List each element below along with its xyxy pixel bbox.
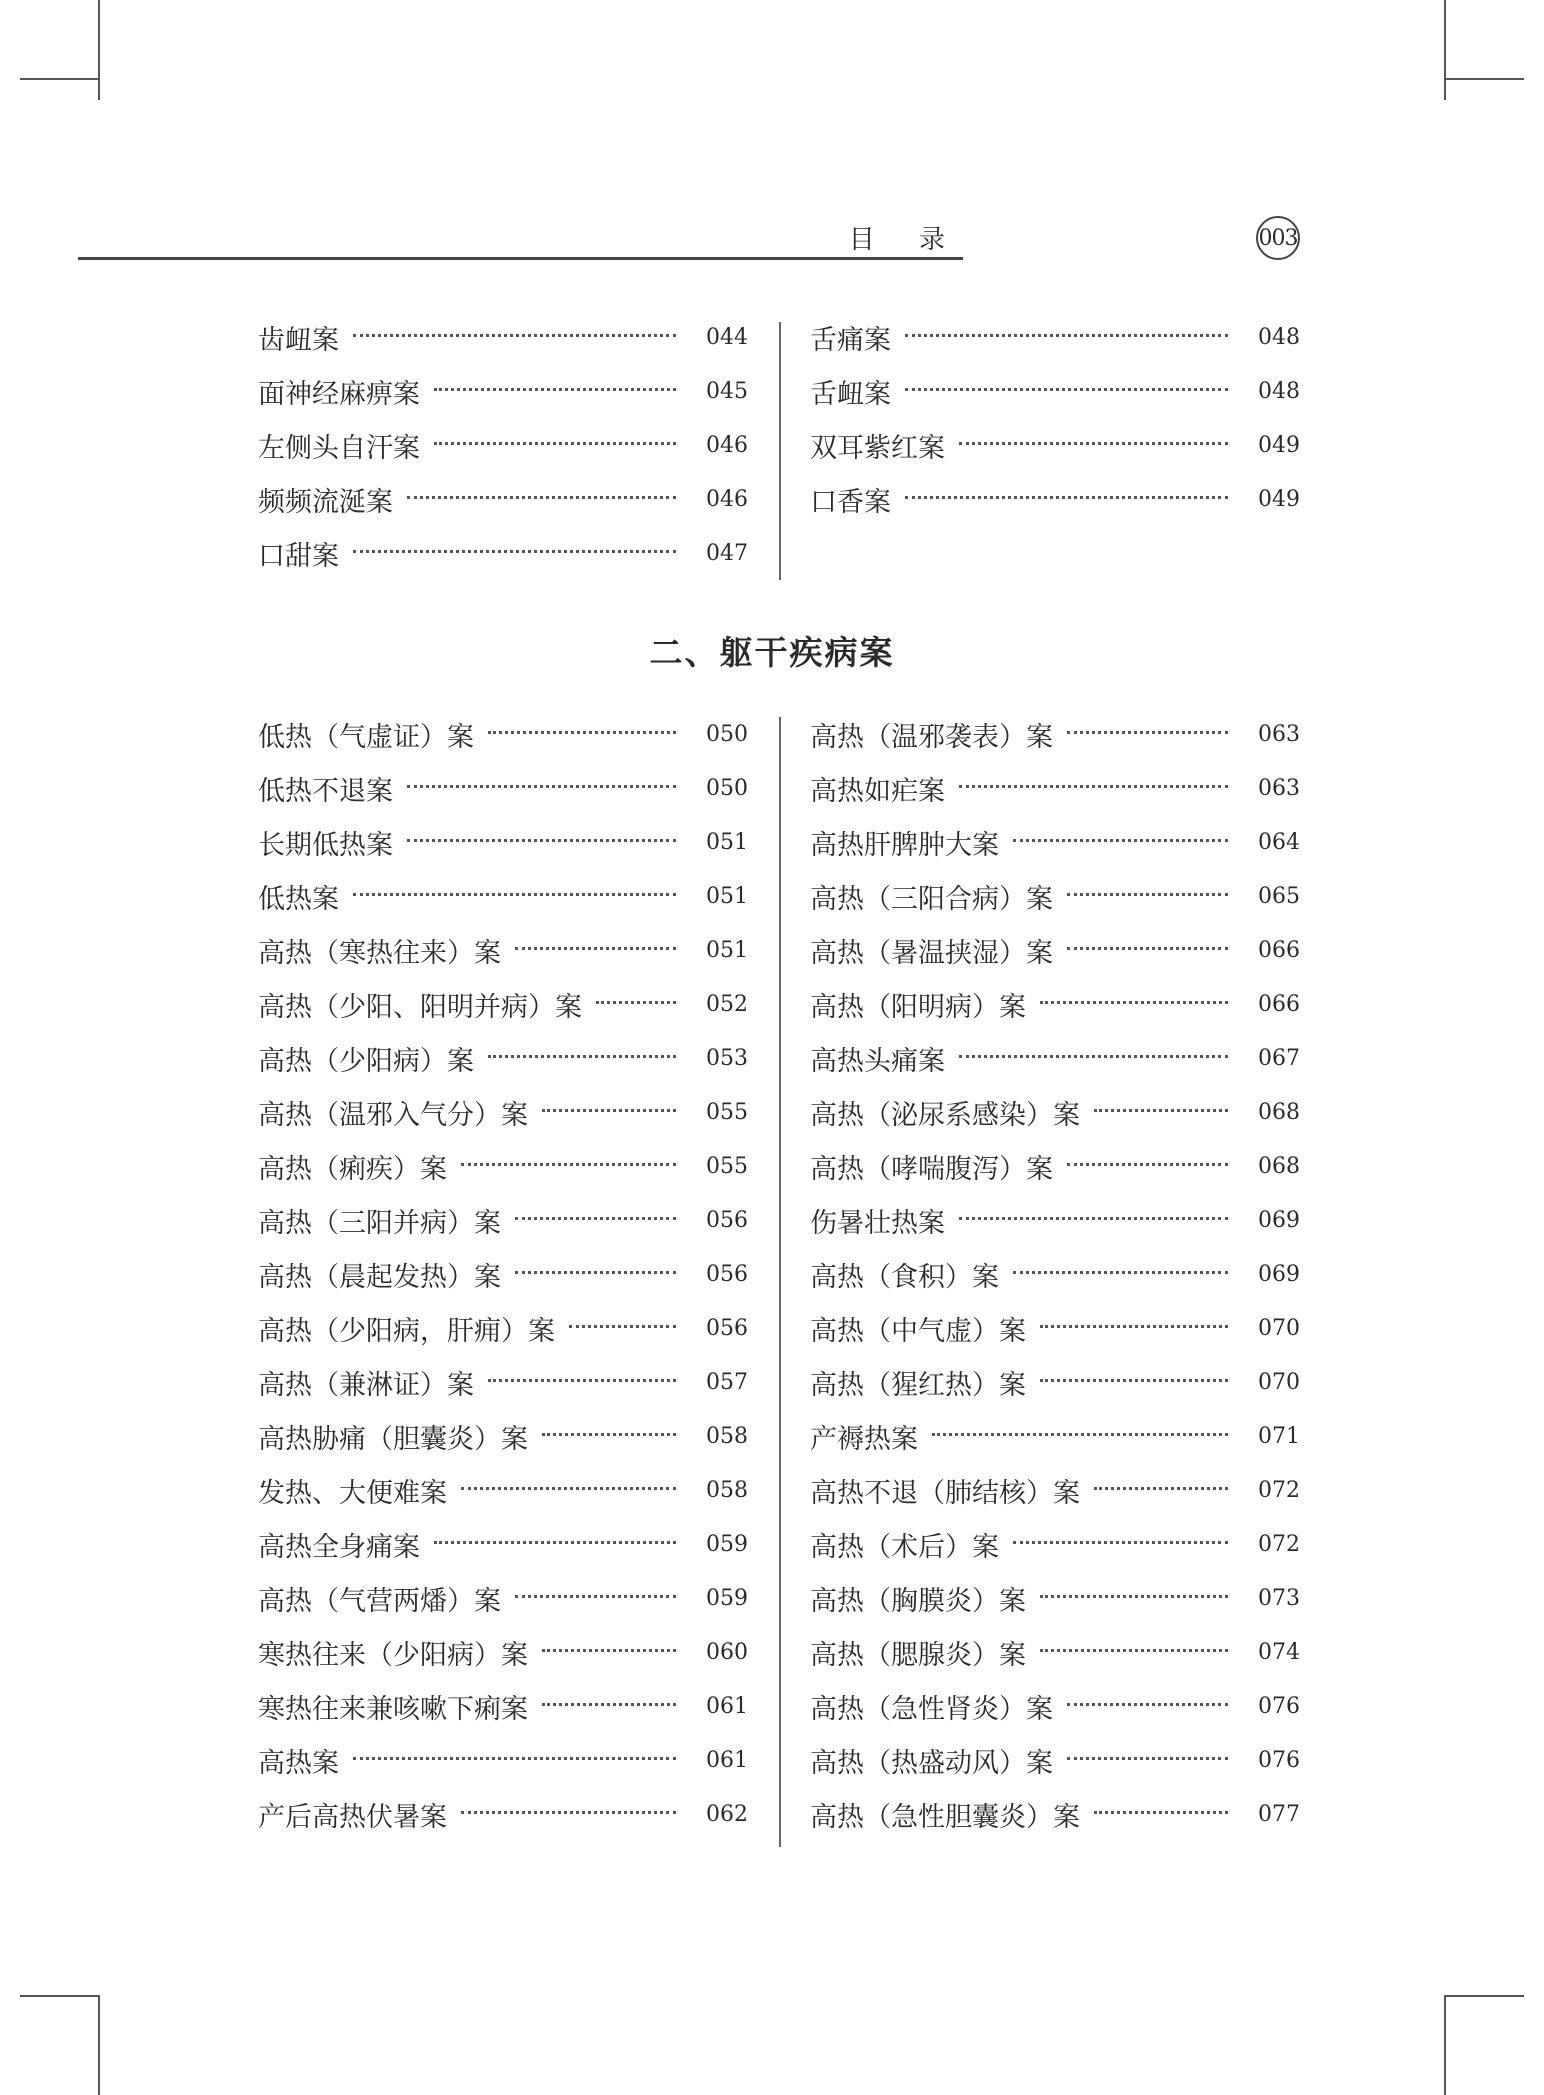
dot-leader [542, 1649, 676, 1652]
toc-entry-title: 高热（中气虚）案 [810, 1315, 1026, 1347]
toc-entry-title: 双耳紫红案 [810, 432, 945, 464]
toc-entry[interactable] [810, 1139, 1300, 1193]
dot-leader [353, 550, 676, 553]
page-number: 003 [1256, 216, 1300, 260]
toc-entry-title: 产后高热伏暑案 [258, 1801, 447, 1833]
toc-entry[interactable] [258, 1679, 748, 1733]
toc-entry-title: 伤暑壮热案 [810, 1207, 945, 1239]
dot-leader [407, 496, 676, 499]
toc-entry-page: 050 [706, 775, 748, 801]
dot-leader [542, 1703, 676, 1706]
toc-entry[interactable] [258, 1733, 748, 1787]
toc-entry-page: 055 [706, 1153, 748, 1179]
dot-leader [1094, 1811, 1228, 1814]
dot-leader [488, 731, 676, 734]
dot-leader [1013, 1271, 1228, 1274]
dot-leader [434, 442, 676, 445]
dot-leader [434, 388, 676, 391]
toc-entry-title: 高热（泌尿系感染）案 [810, 1099, 1080, 1131]
toc-block-bottom [258, 707, 1298, 1841]
toc-entry-title: 高热（阳明病）案 [810, 991, 1026, 1023]
toc-entry-page: 048 [1258, 324, 1300, 350]
dot-leader [353, 334, 676, 337]
toc-entry-page: 049 [1258, 486, 1300, 512]
crop-mark [98, 0, 100, 100]
dot-leader [1040, 1649, 1228, 1652]
toc-column-right [810, 310, 1300, 526]
toc-entry-page: 051 [706, 937, 748, 963]
toc-entry-page: 053 [706, 1045, 748, 1071]
toc-column-left [258, 707, 748, 1841]
toc-entry-title: 高热（热盛动风）案 [810, 1747, 1053, 1779]
crop-mark [98, 1995, 100, 2095]
toc-entry-title: 高热（晨起发热）案 [258, 1261, 501, 1293]
toc-entry-page: 057 [706, 1369, 748, 1395]
toc-entry-title: 高热全身痛案 [258, 1531, 420, 1563]
toc-entry[interactable] [810, 869, 1300, 923]
toc-entry-page: 063 [1258, 721, 1300, 747]
toc-entry[interactable] [258, 1193, 748, 1247]
dot-leader [1067, 947, 1228, 950]
toc-entry-page: 059 [706, 1585, 748, 1611]
dot-leader [1013, 839, 1228, 842]
toc-entry[interactable] [810, 1193, 1300, 1247]
toc-entry-title: 齿衄案 [258, 324, 339, 356]
dot-leader [1094, 1109, 1228, 1112]
dot-leader [488, 1055, 676, 1058]
toc-entry-page: 059 [706, 1531, 748, 1557]
toc-entry-title: 高热案 [258, 1747, 339, 1779]
dot-leader [932, 1433, 1228, 1436]
toc-entry-title: 高热头痛案 [810, 1045, 945, 1077]
toc-entry[interactable] [810, 1085, 1300, 1139]
dot-leader [515, 1217, 676, 1220]
toc-entry-title: 舌痛案 [810, 324, 891, 356]
crop-mark [20, 78, 100, 80]
crop-mark [20, 1995, 100, 1997]
toc-entry-page: 060 [706, 1639, 748, 1665]
toc-entry-page: 072 [1258, 1531, 1300, 1557]
toc-entry[interactable] [810, 364, 1300, 418]
toc-entry-page: 065 [1258, 883, 1300, 909]
column-divider [779, 717, 781, 1847]
toc-entry-page: 067 [1258, 1045, 1300, 1071]
toc-entry-page: 072 [1258, 1477, 1300, 1503]
toc-entry[interactable] [258, 472, 748, 526]
toc-entry-title: 高热（猩红热）案 [810, 1369, 1026, 1401]
toc-entry[interactable] [258, 1247, 748, 1301]
toc-entry-title: 高热（少阳病）案 [258, 1045, 474, 1077]
toc-entry-title: 高热（温邪袭表）案 [810, 721, 1053, 753]
toc-entry-page: 049 [1258, 432, 1300, 458]
dot-leader [353, 1757, 676, 1760]
toc-entry[interactable] [258, 1463, 748, 1517]
toc-entry-page: 070 [1258, 1315, 1300, 1341]
toc-entry[interactable] [810, 1571, 1300, 1625]
toc-entry-page: 056 [706, 1207, 748, 1233]
toc-entry-page: 066 [1258, 991, 1300, 1017]
toc-entry[interactable] [810, 1625, 1300, 1679]
dot-leader [353, 893, 676, 896]
dot-leader [1067, 1703, 1228, 1706]
toc-entry-page: 046 [706, 486, 748, 512]
toc-entry-title: 高热（三阳合病）案 [810, 883, 1053, 915]
toc-entry-title: 高热（少阳病，肝痈）案 [258, 1315, 555, 1347]
toc-entry-page: 058 [706, 1477, 748, 1503]
toc-block-top [258, 310, 1298, 580]
toc-entry[interactable] [258, 364, 748, 418]
toc-entry[interactable] [258, 869, 748, 923]
toc-entry-title: 高热如疟案 [810, 775, 945, 807]
dot-leader [1040, 1325, 1228, 1328]
toc-entry-page: 045 [706, 378, 748, 404]
toc-entry[interactable] [810, 761, 1300, 815]
toc-entry-title: 低热案 [258, 883, 339, 915]
toc-entry-title: 高热（食积）案 [810, 1261, 999, 1293]
dot-leader [407, 785, 676, 788]
toc-entry-title: 左侧头自汗案 [258, 432, 420, 464]
toc-entry[interactable] [810, 418, 1300, 472]
crop-mark [1444, 1995, 1524, 1997]
toc-entry[interactable] [810, 1787, 1300, 1841]
toc-entry-title: 高热（术后）案 [810, 1531, 999, 1563]
toc-column-right [810, 707, 1300, 1841]
dot-leader [407, 839, 676, 842]
crop-mark [1444, 0, 1446, 100]
toc-entry[interactable] [258, 1355, 748, 1409]
dot-leader [1040, 1595, 1228, 1598]
crop-mark [1444, 1995, 1446, 2095]
dot-leader [569, 1325, 676, 1328]
dot-leader [905, 334, 1228, 337]
dot-leader [461, 1163, 676, 1166]
toc-entry[interactable] [810, 310, 1300, 364]
toc-entry[interactable] [810, 472, 1300, 526]
toc-entry-page: 064 [1258, 829, 1300, 855]
dot-leader [515, 1595, 676, 1598]
dot-leader [1094, 1487, 1228, 1490]
toc-entry-title: 高热（痢疾）案 [258, 1153, 447, 1185]
toc-entry-page: 061 [706, 1747, 748, 1773]
toc-entry-page: 052 [706, 991, 748, 1017]
toc-entry-page: 047 [706, 540, 748, 566]
dot-leader [1067, 1163, 1228, 1166]
toc-entry[interactable] [810, 1355, 1300, 1409]
toc-entry-page: 056 [706, 1261, 748, 1287]
toc-entry-page: 076 [1258, 1747, 1300, 1773]
toc-entry-title: 高热（急性胆囊炎）案 [810, 1801, 1080, 1833]
toc-entry[interactable] [810, 1517, 1300, 1571]
toc-entry-title: 高热（暑温挟湿）案 [810, 937, 1053, 969]
toc-entry-title: 高热（兼淋证）案 [258, 1369, 474, 1401]
toc-entry-title: 口甜案 [258, 540, 339, 572]
toc-entry-page: 051 [706, 829, 748, 855]
toc-entry-page: 058 [706, 1423, 748, 1449]
toc-entry[interactable] [258, 1085, 748, 1139]
toc-entry[interactable] [810, 1409, 1300, 1463]
dot-leader [461, 1487, 676, 1490]
toc-entry-title: 高热（温邪入气分）案 [258, 1099, 528, 1131]
toc-entry[interactable] [810, 707, 1300, 761]
header-title: 目 录 [848, 225, 963, 255]
toc-entry-page: 051 [706, 883, 748, 909]
toc-entry-title: 长期低热案 [258, 829, 393, 861]
toc-entry[interactable] [810, 1733, 1300, 1787]
toc-entry[interactable] [258, 1031, 748, 1085]
toc-entry[interactable] [258, 1139, 748, 1193]
toc-entry-page: 070 [1258, 1369, 1300, 1395]
toc-entry-page: 055 [706, 1099, 748, 1125]
dot-leader [434, 1541, 676, 1544]
dot-leader [515, 947, 676, 950]
toc-column-left [258, 310, 748, 580]
toc-entry-page: 068 [1258, 1153, 1300, 1179]
dot-leader [1067, 893, 1228, 896]
toc-entry[interactable] [810, 977, 1300, 1031]
toc-entry-page: 063 [1258, 775, 1300, 801]
toc-entry-title: 高热（急性肾炎）案 [810, 1693, 1053, 1725]
toc-entry[interactable] [810, 1247, 1300, 1301]
toc-entry[interactable] [258, 1409, 748, 1463]
toc-entry-title: 高热（腮腺炎）案 [810, 1639, 1026, 1671]
toc-entry-page: 048 [1258, 378, 1300, 404]
dot-leader [461, 1811, 676, 1814]
toc-entry[interactable] [258, 1517, 748, 1571]
toc-entry-page: 066 [1258, 937, 1300, 963]
dot-leader [959, 442, 1228, 445]
dot-leader [488, 1379, 676, 1382]
toc-entry-page: 062 [706, 1801, 748, 1827]
dot-leader [1067, 1757, 1228, 1760]
header-rule [78, 257, 963, 260]
dot-leader [542, 1433, 676, 1436]
toc-entry-title: 寒热往来（少阳病）案 [258, 1639, 528, 1671]
toc-entry-page: 077 [1258, 1801, 1300, 1827]
toc-entry[interactable] [258, 526, 748, 580]
toc-entry[interactable] [258, 1625, 748, 1679]
toc-entry-page: 044 [706, 324, 748, 350]
toc-entry[interactable] [810, 1301, 1300, 1355]
toc-entry-page: 050 [706, 721, 748, 747]
toc-entry-page: 068 [1258, 1099, 1300, 1125]
toc-entry-title: 发热、大便难案 [258, 1477, 447, 1509]
dot-leader [1040, 1001, 1228, 1004]
crop-mark [1444, 78, 1524, 80]
dot-leader [596, 1001, 676, 1004]
toc-entry-page: 071 [1258, 1423, 1300, 1449]
toc-entry-title: 高热（少阳、阳明并病）案 [258, 991, 582, 1023]
running-header [78, 215, 963, 257]
toc-entry[interactable] [258, 1571, 748, 1625]
toc-entry[interactable] [258, 923, 748, 977]
toc-entry-title: 高热不退（肺结核）案 [810, 1477, 1080, 1509]
toc-entry[interactable] [258, 310, 748, 364]
toc-entry-title: 高热（哮喘腹泻）案 [810, 1153, 1053, 1185]
dot-leader [515, 1271, 676, 1274]
dot-leader [1040, 1379, 1228, 1382]
toc-entry-title: 面神经麻痹案 [258, 378, 420, 410]
toc-entry-title: 高热（寒热往来）案 [258, 937, 501, 969]
toc-entry-title: 高热（三阳并病）案 [258, 1207, 501, 1239]
toc-entry[interactable] [258, 418, 748, 472]
dot-leader [1067, 731, 1228, 734]
toc-entry-page: 076 [1258, 1693, 1300, 1719]
toc-entry-title: 舌衄案 [810, 378, 891, 410]
toc-entry[interactable] [810, 1679, 1300, 1733]
toc-entry-page: 074 [1258, 1639, 1300, 1665]
toc-entry-title: 高热肝脾肿大案 [810, 829, 999, 861]
toc-entry[interactable] [258, 1787, 748, 1841]
toc-entry-page: 073 [1258, 1585, 1300, 1611]
toc-entry-page: 061 [706, 1693, 748, 1719]
toc-entry-page: 069 [1258, 1207, 1300, 1233]
toc-entry-title: 寒热往来兼咳嗽下痢案 [258, 1693, 528, 1725]
toc-entry[interactable] [810, 1463, 1300, 1517]
toc-entry-page: 046 [706, 432, 748, 458]
toc-entry[interactable] [258, 977, 748, 1031]
toc-entry[interactable] [258, 761, 748, 815]
dot-leader [959, 1217, 1228, 1220]
toc-entry-title: 低热不退案 [258, 775, 393, 807]
toc-entry[interactable] [810, 1031, 1300, 1085]
toc-entry[interactable] [810, 815, 1300, 869]
dot-leader [905, 496, 1228, 499]
toc-entry[interactable] [810, 923, 1300, 977]
section-title: 二、躯干疾病案 [649, 633, 895, 672]
toc-entry-title: 高热（气营两燔）案 [258, 1585, 501, 1617]
toc-entry-title: 口香案 [810, 486, 891, 518]
toc-entry[interactable] [258, 1301, 748, 1355]
toc-entry-title: 低热（气虚证）案 [258, 721, 474, 753]
dot-leader [542, 1109, 676, 1112]
column-divider [779, 322, 781, 580]
dot-leader [959, 1055, 1228, 1058]
toc-entry-title: 高热（胸膜炎）案 [810, 1585, 1026, 1617]
dot-leader [1013, 1541, 1228, 1544]
toc-entry-title: 频频流涎案 [258, 486, 393, 518]
toc-entry-page: 056 [706, 1315, 748, 1341]
toc-entry-page: 069 [1258, 1261, 1300, 1287]
toc-entry-title: 高热胁痛（胆囊炎）案 [258, 1423, 528, 1455]
toc-entry[interactable] [258, 707, 748, 761]
dot-leader [959, 785, 1228, 788]
toc-entry[interactable] [258, 815, 748, 869]
toc-entry-title: 产褥热案 [810, 1423, 918, 1455]
dot-leader [905, 388, 1228, 391]
